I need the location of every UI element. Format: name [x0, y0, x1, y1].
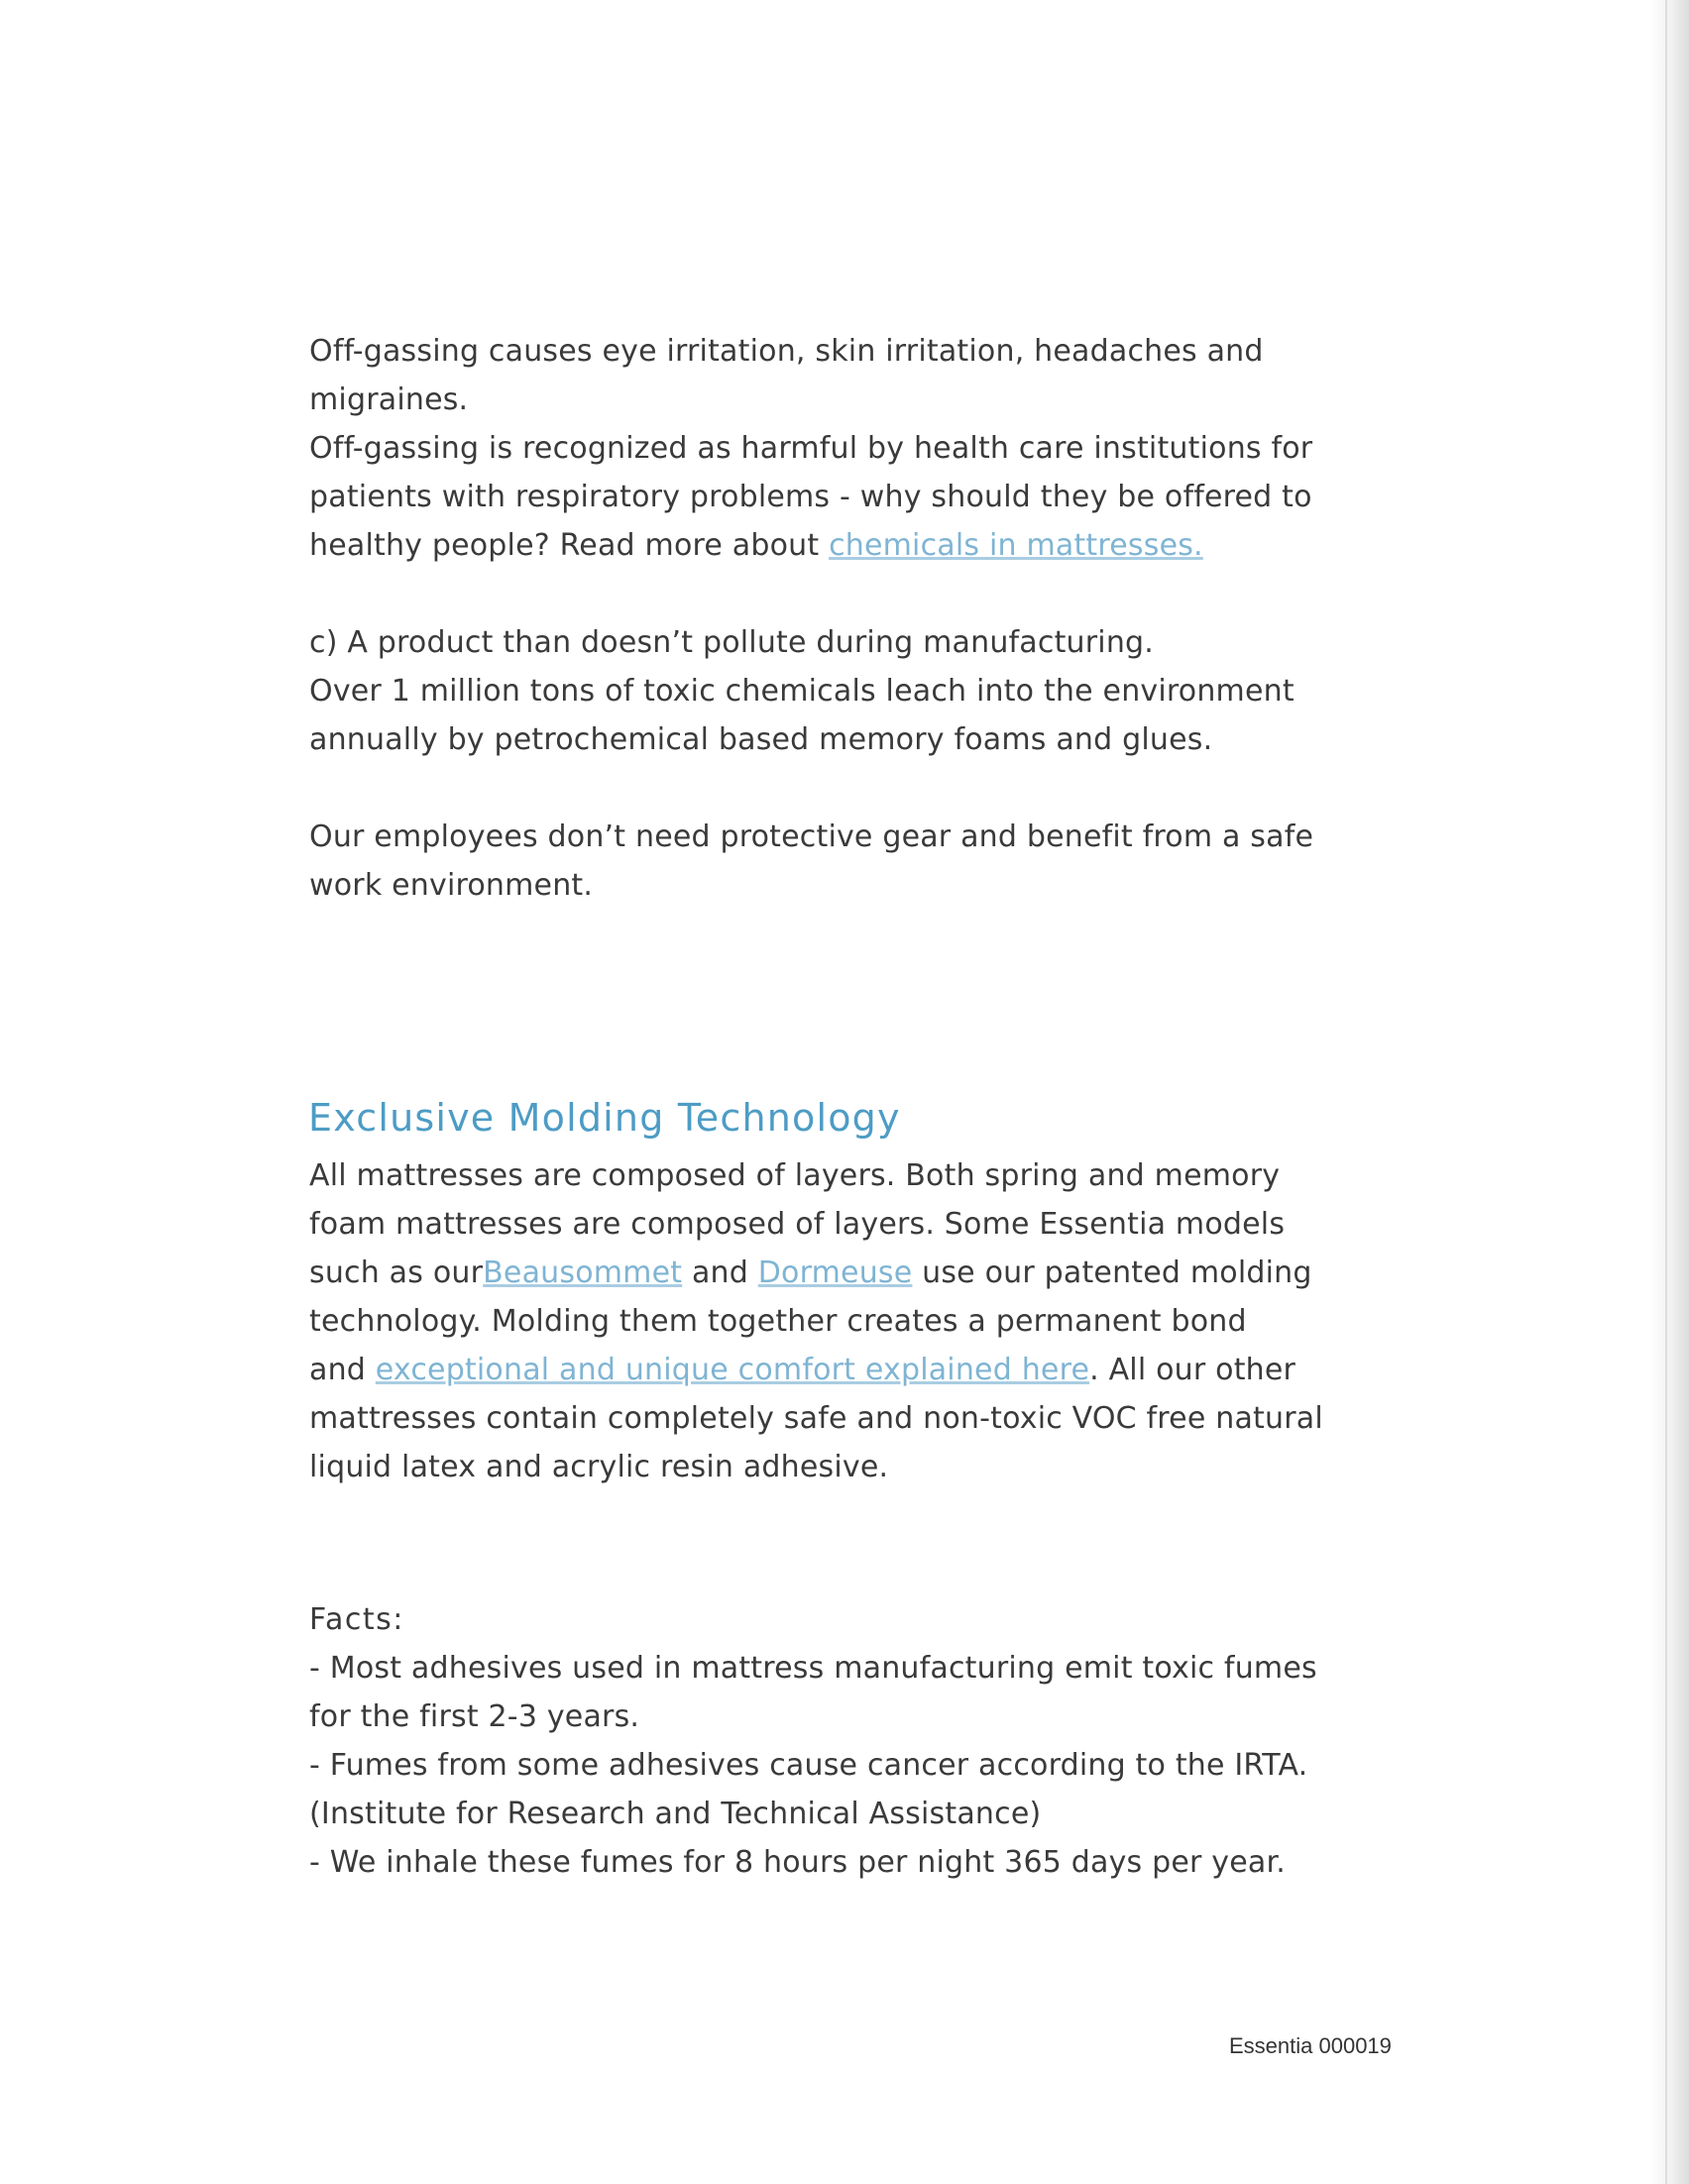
facts-title: Facts:: [309, 1602, 404, 1637]
dormeuse-link[interactable]: Dormeuse: [757, 1256, 913, 1290]
fact-line: - We inhale these fumes for 8 hours per night 365 days per year.: [309, 1845, 1287, 1880]
text-line: [309, 1346, 1360, 1394]
beausommet-link[interactable]: Beausommet: [483, 1256, 683, 1290]
text-fragment: and: [309, 1353, 376, 1387]
text-line: work environment.: [309, 868, 594, 903]
page-edge-line: [1665, 0, 1667, 2184]
molding-section: [309, 1151, 1360, 1491]
pollution-section: [309, 618, 1360, 764]
exceptional-comfort-link[interactable]: exceptional and unique comfort explained here: [375, 1353, 1090, 1387]
text-line: migraines.: [309, 382, 469, 417]
off-gassing-section: [309, 327, 1360, 570]
text-line: liquid latex and acrylic resin adhesive.: [309, 1450, 889, 1484]
text-line: technology. Molding them together creates a permanent bond: [309, 1304, 1247, 1339]
chemicals-in-mattresses-link[interactable]: chemicals in mattresses.: [829, 528, 1203, 563]
text-line: foam mattresses are composed of layers. Some Essentia models: [309, 1207, 1286, 1242]
text-line: Off-gassing causes eye irritation, skin irritation, headaches and: [309, 334, 1264, 369]
text-line: [309, 1249, 1360, 1297]
facts-section: [309, 1595, 1360, 1887]
fact-line: - Most adhesives used in mattress manufacturing emit toxic fumes: [309, 1651, 1317, 1686]
text-line: mattresses contain completely safe and non-toxic VOC free natural: [309, 1401, 1323, 1436]
text-line: Our employees don’t need protective gear and benefit from a safe: [309, 819, 1314, 854]
fact-line: (Institute for Research and Technical Assistance): [309, 1797, 1042, 1831]
text-fragment: . All our other: [1089, 1353, 1296, 1387]
page-edge-shadow: [1649, 0, 1689, 2184]
text-fragment: use our patented molding: [912, 1256, 1312, 1290]
employees-section: [309, 813, 1360, 910]
fact-line: for the first 2-3 years.: [309, 1699, 640, 1734]
text-line: patients with respiratory problems - why should they be offered to: [309, 480, 1312, 514]
text-line: annually by petrochemical based memory foams and glues.: [309, 722, 1213, 757]
text-line: Over 1 million tons of toxic chemicals leach into the environment: [309, 674, 1295, 709]
bates-number: Essentia 000019: [1229, 2033, 1392, 2058]
molding-technology-heading: Exclusive Molding Technology: [308, 1096, 901, 1140]
text-fragment: healthy people? Read more about: [309, 528, 830, 563]
text-fragment: and: [682, 1256, 758, 1290]
text-line: All mattresses are composed of layers. Both spring and memory: [309, 1158, 1281, 1193]
text-line: c) A product than doesn’t pollute during manufacturing.: [309, 625, 1155, 660]
fact-line: - Fumes from some adhesives cause cancer according to the IRTA.: [309, 1748, 1308, 1783]
text-line: Off-gassing is recognized as harmful by health care institutions for: [309, 431, 1313, 466]
text-fragment: such as our: [309, 1256, 484, 1290]
text-line: [309, 521, 1360, 570]
